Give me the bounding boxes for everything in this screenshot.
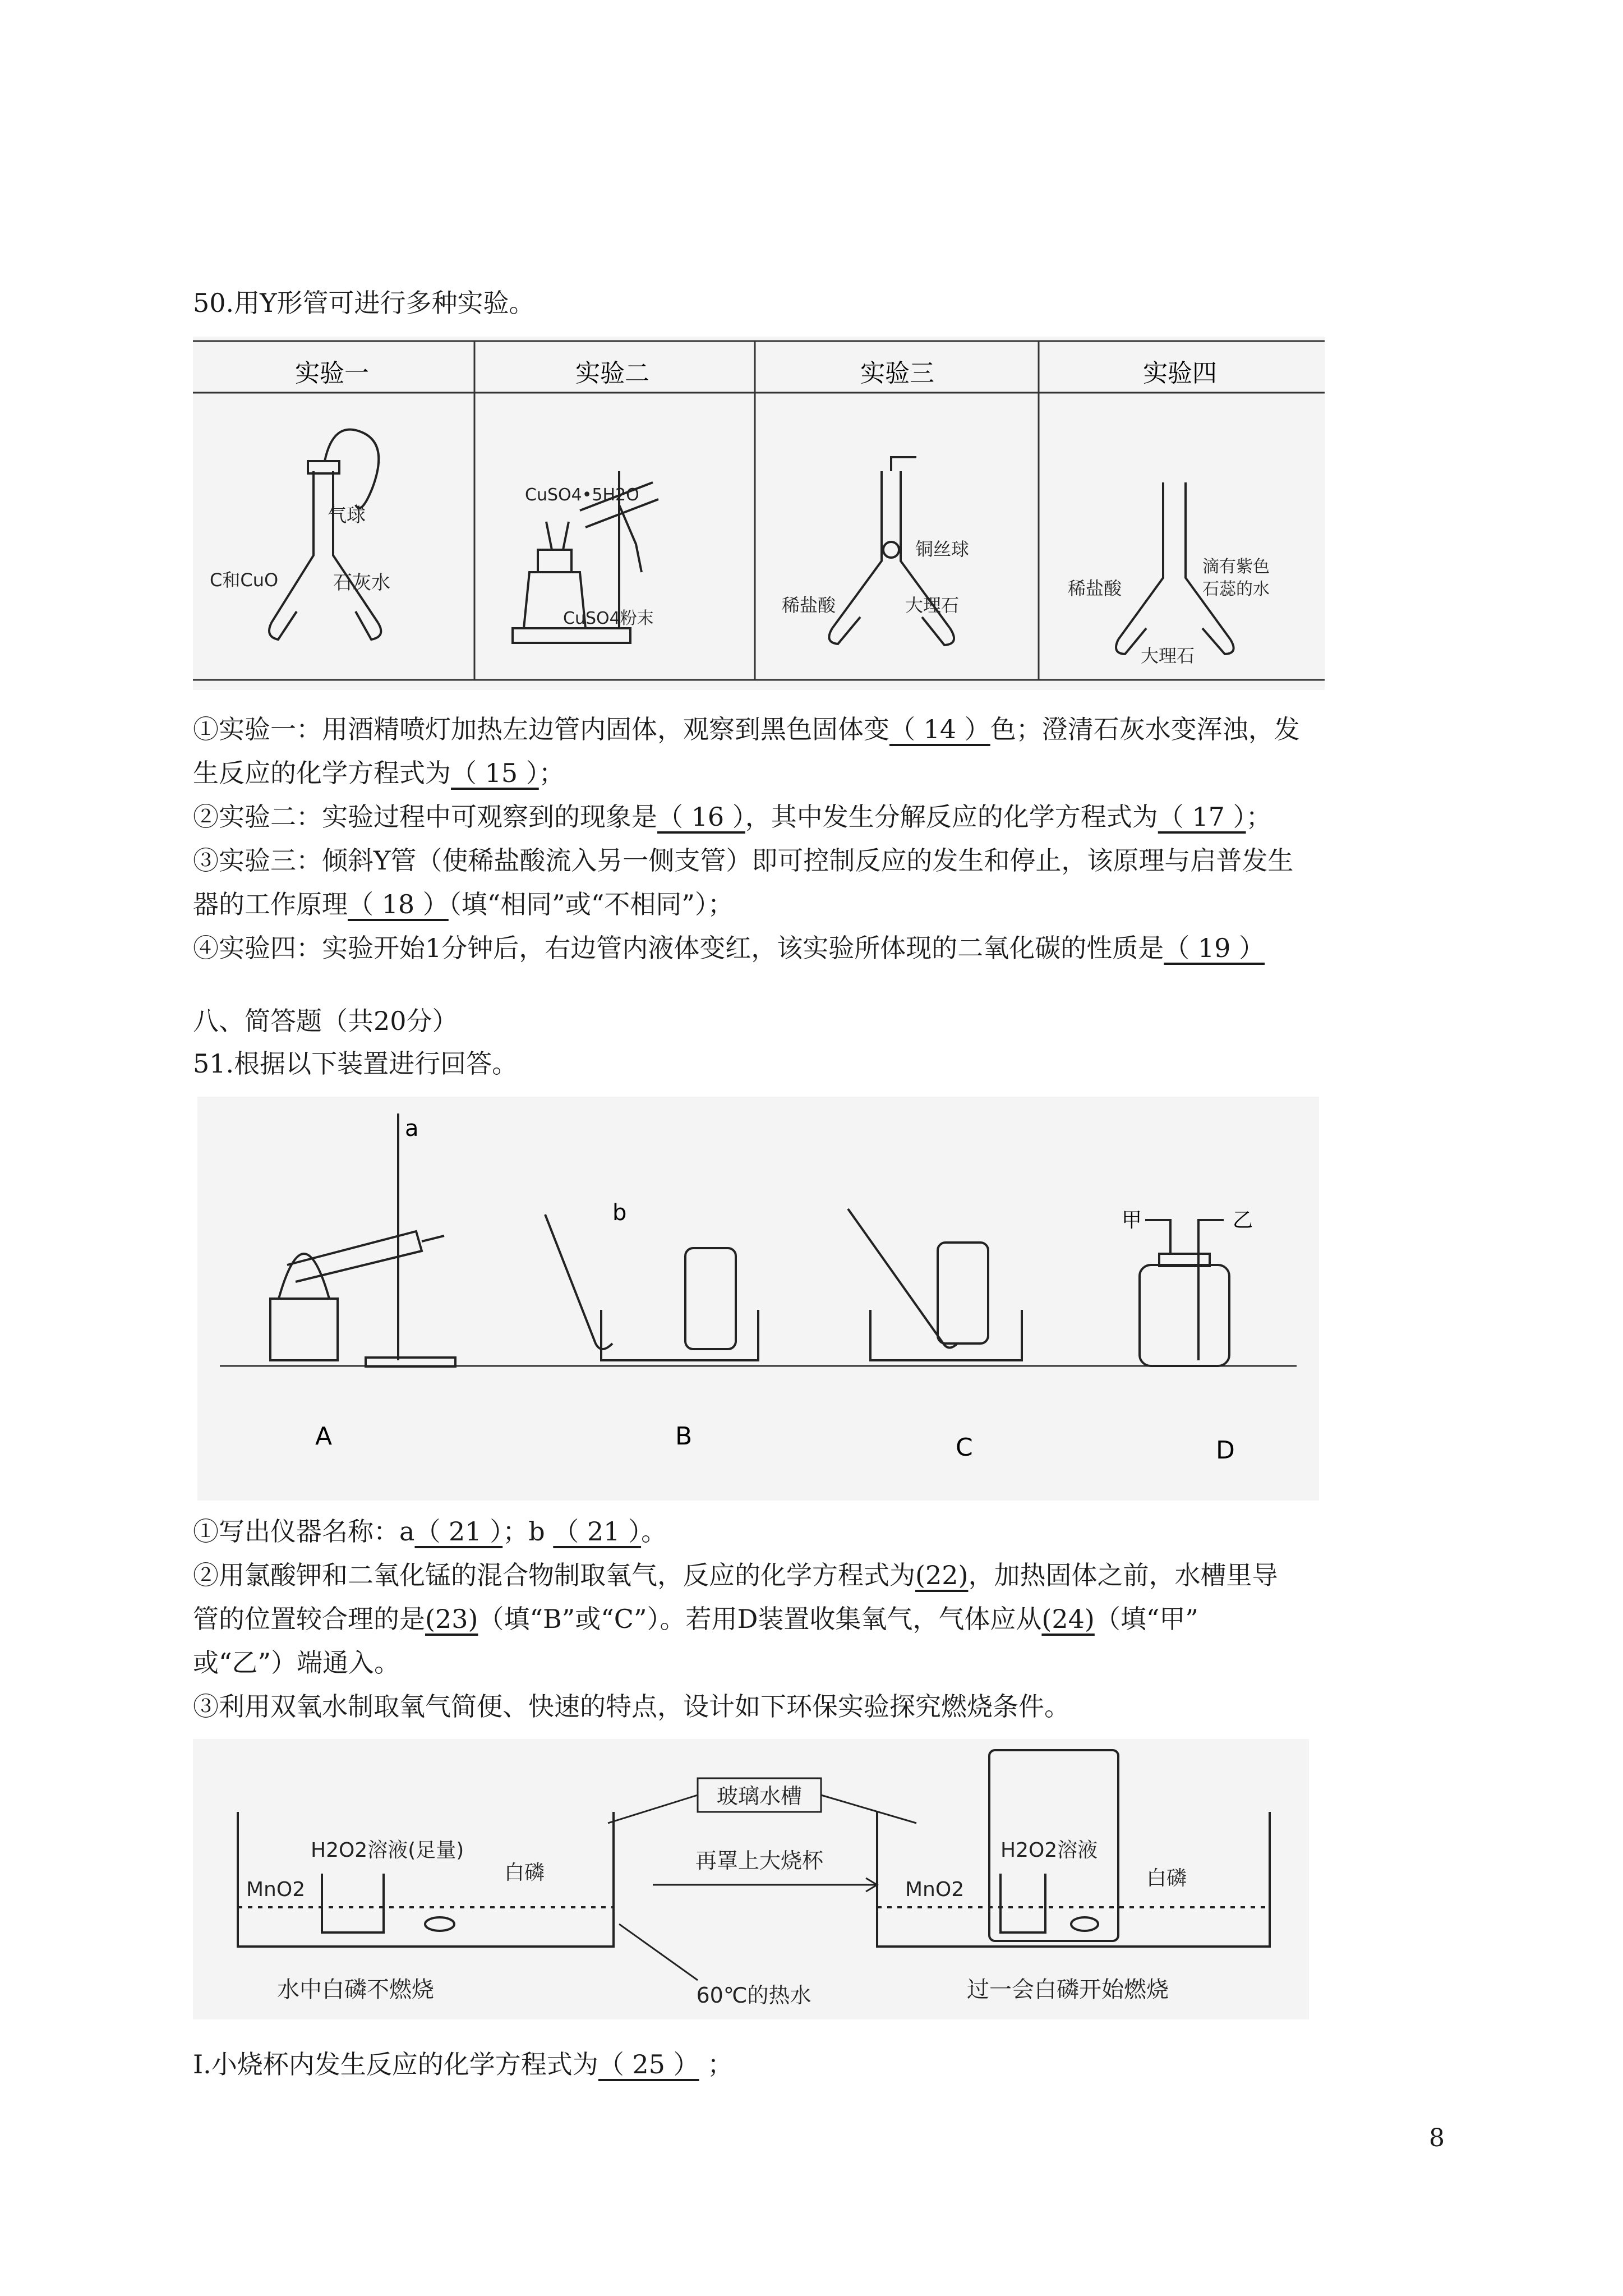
label-b: b xyxy=(612,1200,627,1226)
label-mno2: MnO2 xyxy=(246,1878,306,1901)
label-limewater: 石灰水 xyxy=(333,572,390,594)
header-exp2: 实验二 xyxy=(575,359,649,388)
label-litmus-1: 滴有紫色 xyxy=(1202,557,1270,577)
blank-25: （ 25 ） xyxy=(598,2049,699,2079)
blank-14: （ 14 ） xyxy=(889,714,990,744)
letter-b: B xyxy=(675,1422,693,1451)
blank-16: （ 16 ） xyxy=(657,802,745,832)
label-white-p-2: 白磷 xyxy=(1146,1867,1187,1890)
q51-apparatus-figure xyxy=(197,1097,1319,1501)
label-dilute-hcl-2: 稀盐酸 xyxy=(1068,578,1122,599)
label-yi: 乙 xyxy=(1233,1209,1253,1232)
label-litmus-2: 石蕊的水 xyxy=(1202,579,1270,599)
blank-21a: （ 21 ） xyxy=(414,1516,503,1547)
q50-item-1: ①实验一：用酒精喷灯加热左边管内固体，观察到黑色固体变（ 14 ）色；澄清石灰水变浑浊，发 xyxy=(193,714,1300,744)
header-exp1: 实验一 xyxy=(295,359,369,388)
blank-24: (24) xyxy=(1041,1604,1095,1634)
q51-item-1: ①写出仪器名称：a（ 21 ）；b （ 21 ）。 xyxy=(193,1516,667,1547)
label-marble: 大理石 xyxy=(905,595,960,616)
blank-17: （ 17 ） xyxy=(1158,802,1246,832)
label-c-cuo: C和CuO xyxy=(210,569,279,591)
label-h2o2-full: H2O2溶液(足量) xyxy=(311,1839,464,1862)
label-dilute-hcl: 稀盐酸 xyxy=(782,595,836,616)
q51-combustion-figure xyxy=(193,1739,1309,2019)
section8-title: 八、简答题（共20分） xyxy=(193,1006,458,1036)
q50-y-tube-figure xyxy=(193,337,1325,690)
blank-18: （ 18 ） xyxy=(348,889,449,919)
blank-15: （ 15 ） xyxy=(451,758,539,788)
q51-title: 51.根据以下装置进行回答。 xyxy=(193,1048,518,1079)
label-hot-water: 60℃的热水 xyxy=(696,1983,811,2008)
label-cuso4-powder: CuSO4粉末 xyxy=(563,609,654,628)
q51-last-item: I.小烧杯内发生反应的化学方程式为（ 25 ） ； xyxy=(193,2049,734,2079)
page-number: 8 xyxy=(1429,2124,1445,2152)
q50-item-4: ③实验三：倾斜Y管（使稀盐酸流入另一侧支管）即可控制反应的发生和停止，该原理与启普发生 xyxy=(193,845,1294,876)
label-no-burn: 水中白磷不燃烧 xyxy=(277,1977,434,2003)
q51-item-5: ③利用双氧水制取氧气简便、快速的特点，设计如下环保实验探究燃烧条件。 xyxy=(193,1691,1070,1722)
label-h2o2: H2O2溶液 xyxy=(1000,1839,1098,1862)
letter-a: A xyxy=(315,1422,333,1451)
label-starts-burn: 过一会白磷开始燃烧 xyxy=(967,1977,1169,2003)
q50-item-3: ②实验二：实验过程中可观察到的现象是（ 16 ），其中发生分解反应的化学方程式为（ 17 ）； xyxy=(193,802,1272,832)
label-glass-trough: 玻璃水槽 xyxy=(716,1784,803,1809)
label-cover-beaker: 再罩上大烧杯 xyxy=(695,1848,824,1873)
label-marble-2: 大理石 xyxy=(1141,645,1195,666)
label-a: a xyxy=(405,1116,419,1142)
label-cuso4-5h2o: CuSO4•5H2O xyxy=(525,485,639,505)
q50-item-6: ④实验四：实验开始1分钟后，右边管内液体变红，该实验所体现的二氧化碳的性质是（ 19 ） xyxy=(193,933,1265,963)
q50-title: 50.用Y形管可进行多种实验。 xyxy=(193,288,535,318)
label-mno2-2: MnO2 xyxy=(905,1878,965,1901)
q51-item-3: 管的位置较合理的是(23)（填“B”或“C”）。若用D装置收集氧气，气体应从(24)（填“甲” xyxy=(193,1604,1198,1634)
q51-item-2: ②用氯酸钾和二氧化锰的混合物制取氧气，反应的化学方程式为(22)，加热固体之前，水槽里导 xyxy=(193,1560,1278,1590)
label-white-p: 白磷 xyxy=(504,1861,545,1884)
header-exp3: 实验三 xyxy=(860,359,934,388)
label-copper-ball: 铜丝球 xyxy=(915,539,970,560)
blank-22: (22) xyxy=(915,1560,969,1590)
q50-item-2: 生反应的化学方程式为（ 15 ）； xyxy=(193,758,565,788)
blank-21b: （ 21 ） xyxy=(553,1516,642,1547)
header-exp4: 实验四 xyxy=(1143,359,1217,388)
blank-19: （ 19 ） xyxy=(1164,933,1265,963)
letter-c: C xyxy=(956,1433,973,1462)
q50-item-5: 器的工作原理（ 18 ）（填“相同”或“不相同”）； xyxy=(193,889,734,919)
q51-item-4: 或“乙”）端通入。 xyxy=(193,1648,400,1678)
blank-23: (23) xyxy=(425,1604,478,1634)
label-jia: 甲 xyxy=(1122,1209,1142,1232)
label-balloon: 气球 xyxy=(328,504,366,527)
letter-d: D xyxy=(1216,1436,1235,1465)
